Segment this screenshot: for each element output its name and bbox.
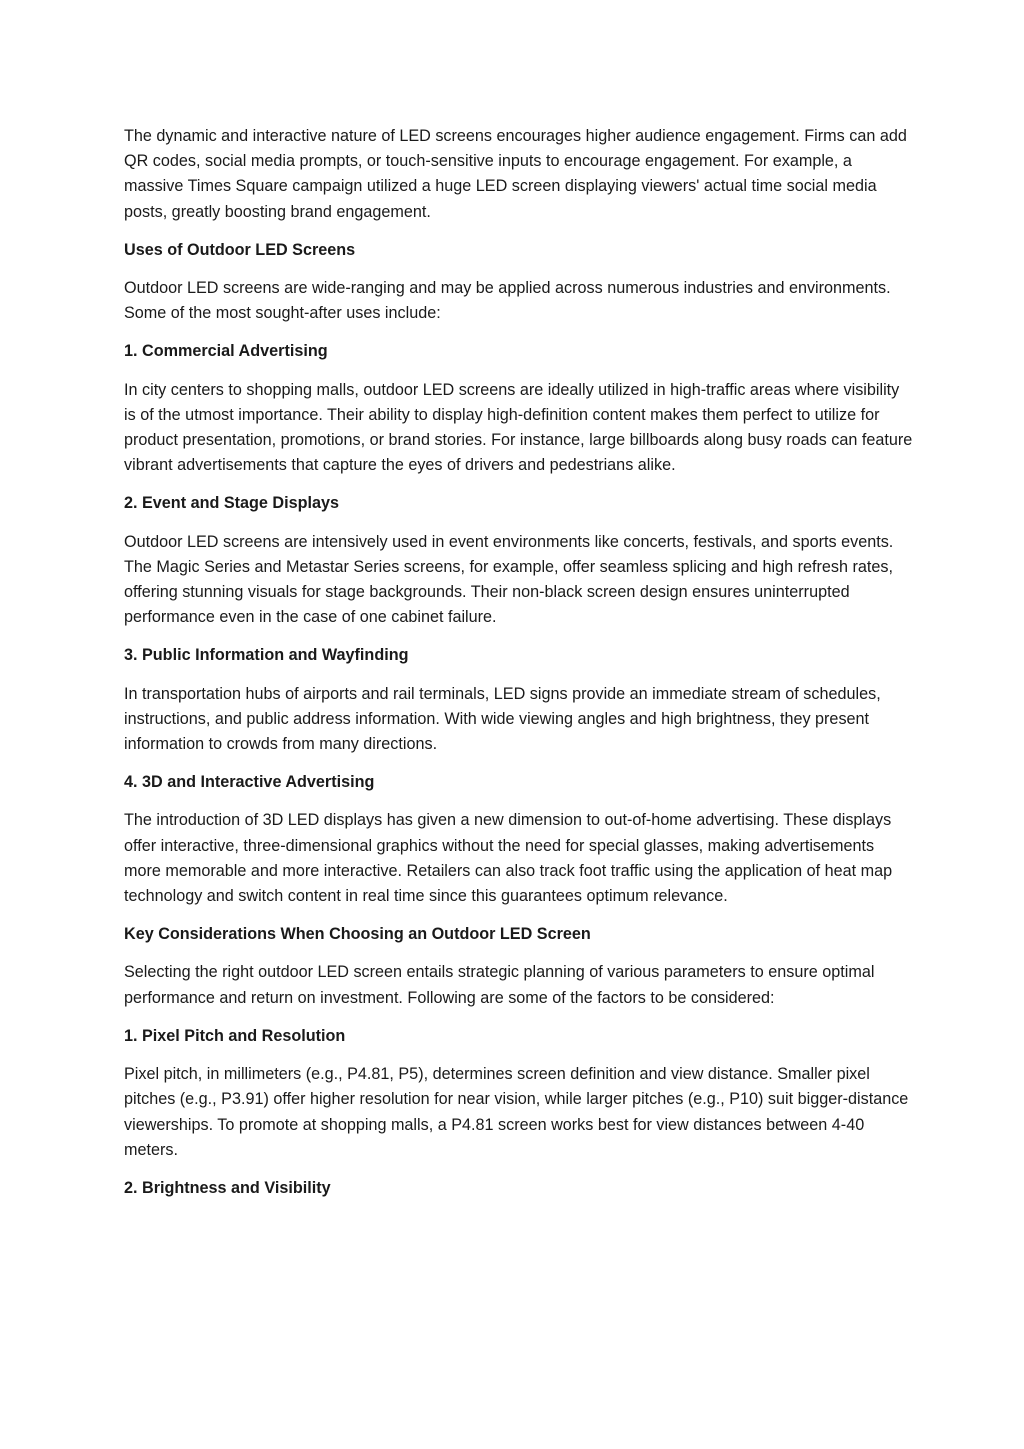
heading-brightness-visibility: 2. Brightness and Visibility <box>124 1178 331 1197</box>
heading-key-considerations: Key Considerations When Choosing an Outdoor LED Screen <box>124 925 591 944</box>
paragraph-uses-intro: Outdoor LED screens are wide-ranging and may be applied across numerous industries and environments. Some of the most sought-after uses include: <box>124 279 891 323</box>
heading-uses-of-outdoor-led-screens: Uses of Outdoor LED Screens <box>124 240 356 259</box>
paragraph-event-stage-displays: Outdoor LED screens are intensively used in event environments like concerts, festivals, and sports events. The Magic Series and Metastar Series screens, for example, offer seamless splicing and high refresh rates, offering stunning visuals for stage backgrounds. Their non-black screen design ensures uninterrupted performance even in the case of one cabinet failure. <box>124 532 894 627</box>
paragraph-public-information: In transportation hubs of airports and rail terminals, LED signs provide an immediate stream of schedules, instructions, and public address information. With wide viewing angles and high brightness, they present information to crowds from many directions. <box>124 684 881 754</box>
paragraph-3d-interactive-advertising: The introduction of 3D LED displays has given a new dimension to out-of-home advertising. These displays offer interactive, three-dimensional graphics without the need for special glasses, making advertisements more memorable and more interactive. Retailers can also track foot traffic using the application of heat map technology and switch content in real time since this guarantees optimum relevance. <box>124 811 893 906</box>
paragraph-audience-engagement: The dynamic and interactive nature of LED screens encourages higher audience engagement. Firms can add QR codes, social media prompts, or touch-sensitive inputs to encourage engagement. For example, a massive Times Square campaign utilized a huge LED screen displaying viewers' actual time social media posts, greatly boosting brand engagement. <box>124 127 907 221</box>
paragraph-pixel-pitch-resolution: Pixel pitch, in millimeters (e.g., P4.81, P5), determines screen definition and view distance. Smaller pixel pitches (e.g., P3.91) offer higher resolution for near vision, while larger pitches (e.g., P10) suit bigger-distance viewerships. To promote at shopping malls, a P4.81 screen works best for view distances between 4-40 meters. <box>124 1065 909 1159</box>
heading-3d-interactive-advertising: 4. 3D and Interactive Advertising <box>124 773 375 792</box>
heading-event-stage-displays: 2. Event and Stage Displays <box>124 494 340 513</box>
heading-pixel-pitch-resolution: 1. Pixel Pitch and Resolution <box>124 1026 346 1045</box>
paragraph-key-considerations: Selecting the right outdoor LED screen entails strategic planning of various parameters to ensure optimal performance and return on investment. Following are some of the factors to be considered: <box>124 963 875 1007</box>
heading-public-information: 3. Public Information and Wayfinding <box>124 646 409 665</box>
paragraph-commercial-advertising: In city centers to shopping malls, outdoor LED screens are ideally utilized in high-traffic areas where visibility is of the utmost importance. Their ability to display high-definition content makes them perfect to utilize for product presentation, promotions, or brand stories. For instance, large billboards along busy roads can feature vibrant advertisements that capture the eyes of drivers and pedestrians alike. <box>124 380 913 475</box>
heading-commercial-advertising: 1. Commercial Advertising <box>124 342 328 361</box>
document-page <box>124 124 914 1214</box>
